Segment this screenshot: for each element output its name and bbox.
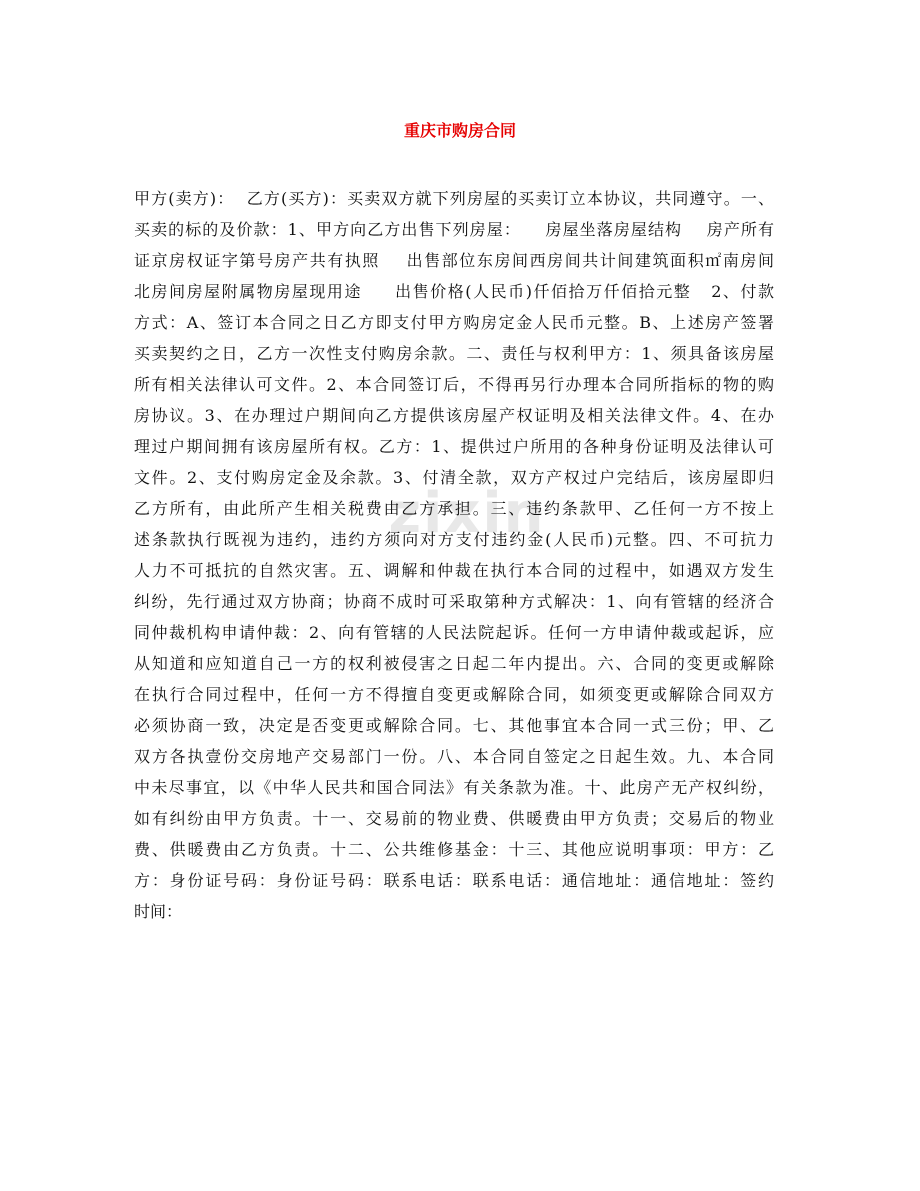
body-text-line: 方：身份证号码：身份证号码：联系电话：联系电话：通信地址：通信地址：签约 xyxy=(134,871,774,890)
body-text-line: 甲方(卖方)： 乙方(买方)：买卖双方就下列房屋的买卖订立本协议，共同遵守。一、 xyxy=(134,189,774,208)
body-text-line: 房协议。3、在办理过户期间向乙方提供该房屋产权证明及相关法律文件。4、在办 xyxy=(134,406,774,425)
document-title: 重庆市购房合同 xyxy=(403,121,516,140)
body-text-line: 时间： xyxy=(134,902,183,921)
body-text-line: 所有相关法律认可文件。2、本合同签订后，不得再另行办理本合同所指标的物的购 xyxy=(134,375,774,394)
body-text-line: 方式：A、签订本合同之日乙方即支付甲方购房定金人民币元整。B、上述房产签署 xyxy=(134,313,774,332)
body-text-line: 中未尽事宜，以《中华人民共和国合同法》有关条款为准。十、此房产无产权纠纷， xyxy=(134,778,774,797)
body-text-line: 证京房权证字第号房产共有执照 出售部位东房间西房间共计间建筑面积㎡南房间 xyxy=(134,251,774,270)
body-text-line: 必须协商一致，决定是否变更或解除合同。七、其他事宜本合同一式三份；甲、乙 xyxy=(134,716,774,735)
body-text-line: 买卖的标的及价款：1、甲方向乙方出售下列房屋： 房屋坐落房屋结构 房产所有 xyxy=(134,220,774,239)
contract-body xyxy=(134,183,774,927)
body-text-line: 乙方所有，由此所产生相关税费由乙方承担。三、违约条款甲、乙任何一方不按上 xyxy=(134,499,774,518)
body-text-line: 理过户期间拥有该房屋所有权。乙方：1、提供过户所用的各种身份证明及法律认可 xyxy=(134,437,774,456)
body-text-line: 同仲裁机构申请仲裁：2、向有管辖的人民法院起诉。任何一方申请仲裁或起诉，应 xyxy=(134,623,774,642)
body-text-line: 述条款执行既视为违约，违约方须向对方支付违约金(人民币)元整。四、不可抗力 xyxy=(134,530,774,549)
body-text-line: 人力不可抵抗的自然灾害。五、调解和仲裁在执行本合同的过程中，如遇双方发生 xyxy=(134,561,774,580)
body-text-line: 在执行合同过程中，任何一方不得擅自变更或解除合同，如须变更或解除合同双方 xyxy=(134,685,774,704)
body-text-line: 如有纠纷由甲方负责。十一、交易前的物业费、供暖费由甲方负责；交易后的物业 xyxy=(134,809,774,828)
body-text-line: 文件。2、支付购房定金及余款。3、付清全款，双方产权过户完结后，该房屋即归 xyxy=(134,468,774,487)
body-text-line: 从知道和应知道自己一方的权利被侵害之日起二年内提出。六、合同的变更或解除 xyxy=(134,654,774,673)
body-text-line: 北房间房屋附属物房屋现用途 出售价格(人民币)仟佰拾万仟佰拾元整 2、付款 xyxy=(134,282,774,301)
body-text-line: 纠纷，先行通过双方协商；协商不成时可采取第种方式解决：1、向有管辖的经济合 xyxy=(134,592,774,611)
body-text-line: 费、供暖费由乙方负责。十二、公共维修基金：十三、其他应说明事项：甲方：乙 xyxy=(134,840,774,859)
body-text-line: 买卖契约之日，乙方一次性支付购房余款。二、责任与权利甲方：1、须具备该房屋 xyxy=(134,344,774,363)
body-text-line: 双方各执壹份交房地产交易部门一份。八、本合同自签定之日起生效。九、本合同 xyxy=(134,747,774,766)
svg-text:zixin: zixin xyxy=(388,481,546,546)
